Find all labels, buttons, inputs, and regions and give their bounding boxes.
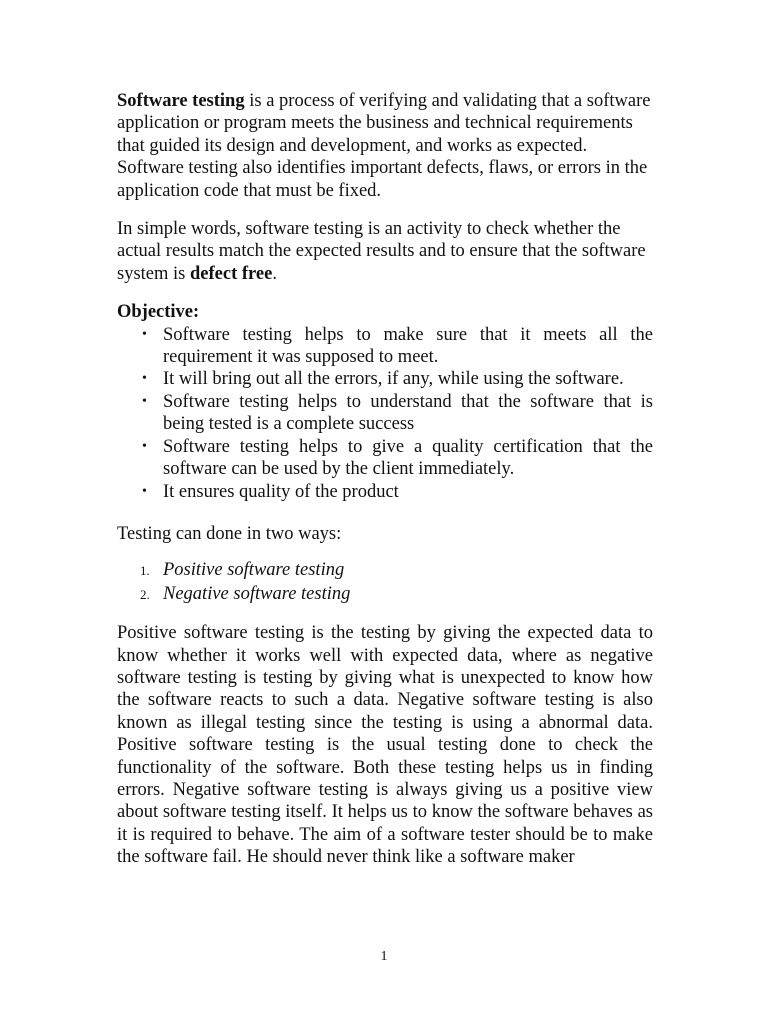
list-number: 1. [140, 563, 150, 579]
testing-ways-list [117, 559, 653, 606]
intro-paragraph-text: is a process of verifying and validating that a software application or program meets the business and technical requirements that guided its design and development, and works as expected. Software testing also identifies important defects, flaws, or errors in the application code that must be fixed. [117, 91, 651, 201]
objective-item: • Software testing helps to give a quality certification that the software can be used by the client immediately. [163, 436, 653, 481]
definition-paragraph [117, 218, 653, 285]
objective-item: • It will bring out all the errors, if any, while using the software. [163, 368, 653, 390]
objective-item: • Software testing helps to understand that the software that is being tested is a complete success [163, 391, 653, 436]
page-content [117, 90, 653, 869]
intro-paragraph [117, 90, 653, 202]
objective-heading: Objective: [117, 302, 200, 323]
testing-way-item [140, 583, 653, 606]
definition-paragraph-text: In simple words, software testing is an activity to check whether the actual results match the expected results and to ensure that the software system is [117, 219, 646, 284]
testing-ways-intro: Testing can done in two ways: [117, 523, 342, 544]
testing-way-text: Positive software testing [163, 560, 345, 581]
objective-list [117, 324, 653, 503]
page-number: 1 [380, 949, 388, 964]
objective-item: • Software testing helps to make sure that it meets all the requirement it was supposed to meet. [163, 324, 653, 369]
objective-item: • It ensures quality of the product [163, 481, 653, 503]
definition-paragraph-end: . [272, 263, 277, 284]
explanation-paragraph: Positive software testing is the testing by giving the expected data to know whether it works well with expected data, where as negative software testing is testing by giving what is unexpected to know how the software reacts to such a data. Negative software testing is also known as illegal testing since the testing is using a abnormal data. Positive software testing is the usual testing done to check the functionality of the software. Both these testing helps us in finding errors. Negative software testing is always giving us a positive view about software testing itself. It helps us to know the software behaves as it is required to behave. The aim of a software tester should be to make the software fail. He should never think like a software maker [117, 623, 653, 868]
term-defect-free: defect free [189, 263, 273, 284]
list-number: 2. [140, 586, 150, 602]
testing-way-text: Negative software testing [163, 583, 351, 604]
term-software-testing: Software testing [117, 91, 245, 111]
testing-way-item [140, 559, 653, 582]
